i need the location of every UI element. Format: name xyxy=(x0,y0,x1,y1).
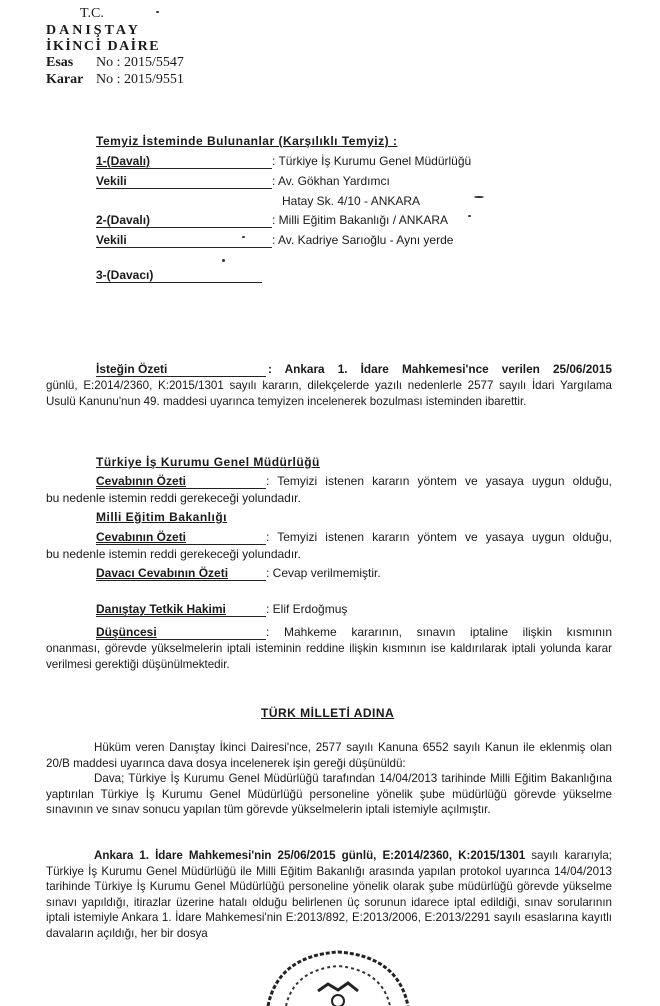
org1-heading: Türkiye İş Kurumu Genel Müdürlüğü xyxy=(96,455,320,469)
party2-underline xyxy=(96,227,272,228)
request-label: İsteğin Özeti xyxy=(96,362,168,376)
decision-paragraph-2: Dava; Türkiye İş Kurumu Genel Müdürlüğü tarafından 14/04/2013 tarihinde Milli Eğitim Bakanlığına yaptırılan Türkiye İş Kurumu Genel Müdürlüğü personeline yönelik şube müdürlüğü görevde yükselme sınavının ve sınav sonucu yapılan tüm görevde yükselmelerin iptali istemiyle açılmıştır. xyxy=(46,772,612,817)
appellants-heading: Temyiz İsteminde Bulunanlar (Karşılıklı Temyiz) : xyxy=(96,134,398,148)
response3-underline xyxy=(96,580,266,581)
court-name-text: DANIŞTAY xyxy=(46,23,141,38)
response3-label: Davacı Cevabının Özeti xyxy=(96,566,229,580)
scan-speck xyxy=(474,196,484,198)
judge-underline xyxy=(96,616,266,617)
request-label-wrap xyxy=(96,362,167,376)
response1-label: Cevabının Özeti xyxy=(96,474,187,488)
party2-label: 2-(Davalı) xyxy=(96,213,151,227)
counsel2-label: Vekili xyxy=(96,233,127,247)
opinion-text: onanması, görevde yükselmelerin iptali isteminin reddine ilişkin kısmının ise kaldırılarak iptali yolunda karar verilmesi gerektiği düşünülmektedir. xyxy=(46,642,612,671)
judge-label: Danıştay Tetkik Hakimi xyxy=(96,602,226,616)
request-line1: : Ankara 1. İdare Mahkemesi'nce verilen 25/06/2015 xyxy=(268,362,612,376)
opinion-line1: : Mahkeme kararının, sınavın iptaline ilişkin kısmının xyxy=(266,625,612,639)
party3-label-wrap xyxy=(96,268,153,282)
karar-label: Karar xyxy=(46,72,84,87)
response1-line1: : Temyizi istenen kararın yöntem ve yasaya uygun olduğu, xyxy=(266,474,612,488)
request-underline xyxy=(96,376,266,377)
party2-value: : Milli Eğitim Bakanlığı / ANKARA xyxy=(272,213,449,227)
response1-line2: bu nedenle istemin reddi gerekeceği yolundadır. xyxy=(46,491,301,505)
official-seal xyxy=(258,946,418,1006)
chamber-name xyxy=(46,39,160,55)
party1-label-wrap xyxy=(96,154,272,168)
counsel2-underline xyxy=(96,247,272,248)
response2-label: Cevabının Özeti xyxy=(96,530,187,544)
decision-p3-bold: Ankara 1. İdare Mahkemesi'nin 25/06/2015 günlü, E:2014/2360, K:2015/1301 xyxy=(94,849,526,862)
counsel2-label-wrap xyxy=(96,233,127,247)
esas-number: No : 2015/5547 xyxy=(96,55,184,70)
party3-underline xyxy=(96,282,262,283)
decision-paragraph-3 xyxy=(46,848,612,942)
decision-paragraph-1: Hüküm veren Danıştay İkinci Dairesi'nce, 2577 sayılı Kanuna 6552 sayılı Kanun ile eklenmiş olan 20/B maddesi uyarınca dava dosya incelenerek işin gereği düşünüldü: xyxy=(46,741,612,770)
counsel1-label-wrap xyxy=(96,174,127,188)
response3-value: : Cevap verilmemiştir. xyxy=(266,566,381,580)
tc-label: T.C. xyxy=(80,6,104,21)
party1-value: : Türkiye İş Kurumu Genel Müdürlüğü xyxy=(272,154,472,168)
request-summary: günlü, E:2014/2360, K:2015/1301 sayılı kararın, dilekçelerde yazılı nedenlerle 2577 sayılı İdari Yargılama Usulü Kanunu'nun 49. maddesi uyarınca temyizen incelenerek bozulması isteminden ibarettir. xyxy=(46,379,612,408)
response1-underline xyxy=(96,488,266,489)
scan-speck xyxy=(468,215,471,217)
counsel1-underline xyxy=(96,188,272,189)
judge-value: : Elif Erdoğmuş xyxy=(266,602,348,616)
response2-underline xyxy=(96,544,266,545)
chamber-name-text: İKİNCİ DAİRE xyxy=(46,39,161,54)
scan-speck xyxy=(222,259,225,262)
scan-speck xyxy=(242,236,245,238)
karar-number: No : 2015/9551 xyxy=(96,72,184,87)
party1-underline xyxy=(96,168,272,169)
decision-p3-rest: sayılı kararıyla; Türkiye İş Kurumu Genel Müdürlüğü ile Milli Eğitim Bakanlığı arasında yapılan protokol uyarınca 14/04/2013 tarihinde Türkiye İş Kurumu Genel Müdürlüğü personeline yönelik olarak şube müdürlüğü görevde yükselme sınavı yapıldığı, itirazlar üzerine hatalı olduğu belirlenen üç sorunun idarece iptal edildiği, sınav sorularının iptali istemiyle Ankara 1. İdare Mahkemesi'nin E:2013/892, E:2013/2006, E:2013/2291 sayılı esaslarına kayıtlı davaların açıldığı, her bir dosya xyxy=(46,849,612,940)
response2-line1: : Temyizi istenen kararın yöntem ve yasaya uygun olduğu, xyxy=(266,530,612,544)
decision-title: TÜRK MİLLETİ ADINA xyxy=(261,706,395,720)
party1-label: 1-(Davalı) xyxy=(96,154,151,168)
party2-label-wrap xyxy=(96,213,150,227)
counsel2-value: : Av. Kadriye Sarıoğlu - Aynı yerde xyxy=(272,233,454,247)
counsel1-address: Hatay Sk. 4/10 - ANKARA xyxy=(282,194,421,208)
scan-speck xyxy=(156,11,159,13)
court-name xyxy=(46,23,141,39)
counsel1-label: Vekili xyxy=(96,174,127,188)
response2-line2: bu nedenle istemin reddi gerekeceği yolundadır. xyxy=(46,547,301,561)
esas-label: Esas xyxy=(46,55,74,70)
counsel1-value: : Av. Gökhan Yardımcı xyxy=(272,174,390,188)
opinion-underline xyxy=(96,639,266,640)
party3-label: 3-(Davacı) xyxy=(96,268,154,282)
org2-heading: Milli Eğitim Bakanlığı xyxy=(96,510,228,524)
opinion-label: Düşüncesi xyxy=(96,625,157,639)
